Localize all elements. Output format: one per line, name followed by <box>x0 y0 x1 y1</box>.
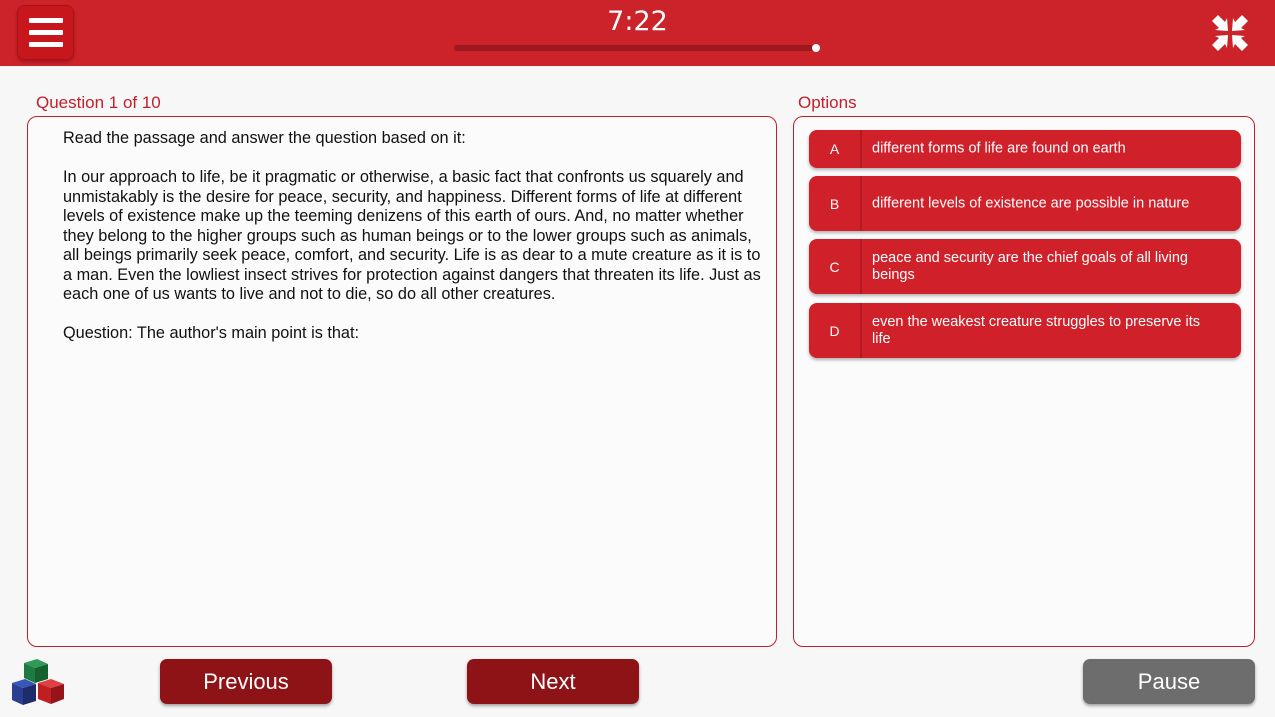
option-b[interactable] <box>809 176 1241 231</box>
collapse-arrows-icon[interactable] <box>1212 15 1248 51</box>
option-text: different levels of existence are possible in nature <box>872 195 1190 211</box>
time-progress-knob <box>812 44 820 52</box>
stacked-cubes-logo <box>10 657 68 709</box>
option-a[interactable] <box>809 130 1241 168</box>
question-instruction: Read the passage and answer the question based on it: <box>63 129 466 147</box>
option-text: different forms of life are found on earth <box>872 140 1126 157</box>
option-letter: D <box>809 303 862 358</box>
question-text <box>63 129 763 363</box>
option-text: peace and security are the chief goals of all living beings <box>872 249 1188 283</box>
time-progress-bar <box>454 45 820 51</box>
options-panel <box>793 116 1255 647</box>
option-c[interactable] <box>809 239 1241 294</box>
question-counter: Question 1 of 10 <box>36 93 161 112</box>
previous-button[interactable]: Previous <box>160 659 332 704</box>
option-letter: C <box>809 239 862 294</box>
header-bar <box>0 0 1275 66</box>
question-prompt: Question: The author's main point is that: <box>63 324 360 342</box>
option-letter: A <box>809 130 862 168</box>
question-panel <box>27 116 777 647</box>
time-progress-fill <box>454 45 816 51</box>
option-d[interactable] <box>809 303 1241 358</box>
pause-button[interactable]: Pause <box>1083 659 1255 704</box>
option-text: even the weakest creature struggles to preserve its life <box>872 313 1201 347</box>
question-passage: In our approach to life, be it pragmatic or otherwise, a basic fact that confronts us squarely and unmistakably is the desire for peace, security, and happiness. Different forms of life at different levels of existence make up the teeming denizens of this earth of ours. And, no matter whether they belong to the higher groups such as human beings or to the lower groups such as animals, all beings primarily seek peace, comfort, and security. Life is as dear to a mute creature as it is to a man. Even the lowliest insect strives for protection against dangers that threaten its life. Just as each one of us wants to live and not to die, so do all other creatures. <box>63 168 761 303</box>
option-letter: B <box>809 176 862 231</box>
options-heading: Options <box>798 93 857 112</box>
next-button[interactable]: Next <box>467 659 639 704</box>
timer: 7:22 <box>607 6 668 37</box>
